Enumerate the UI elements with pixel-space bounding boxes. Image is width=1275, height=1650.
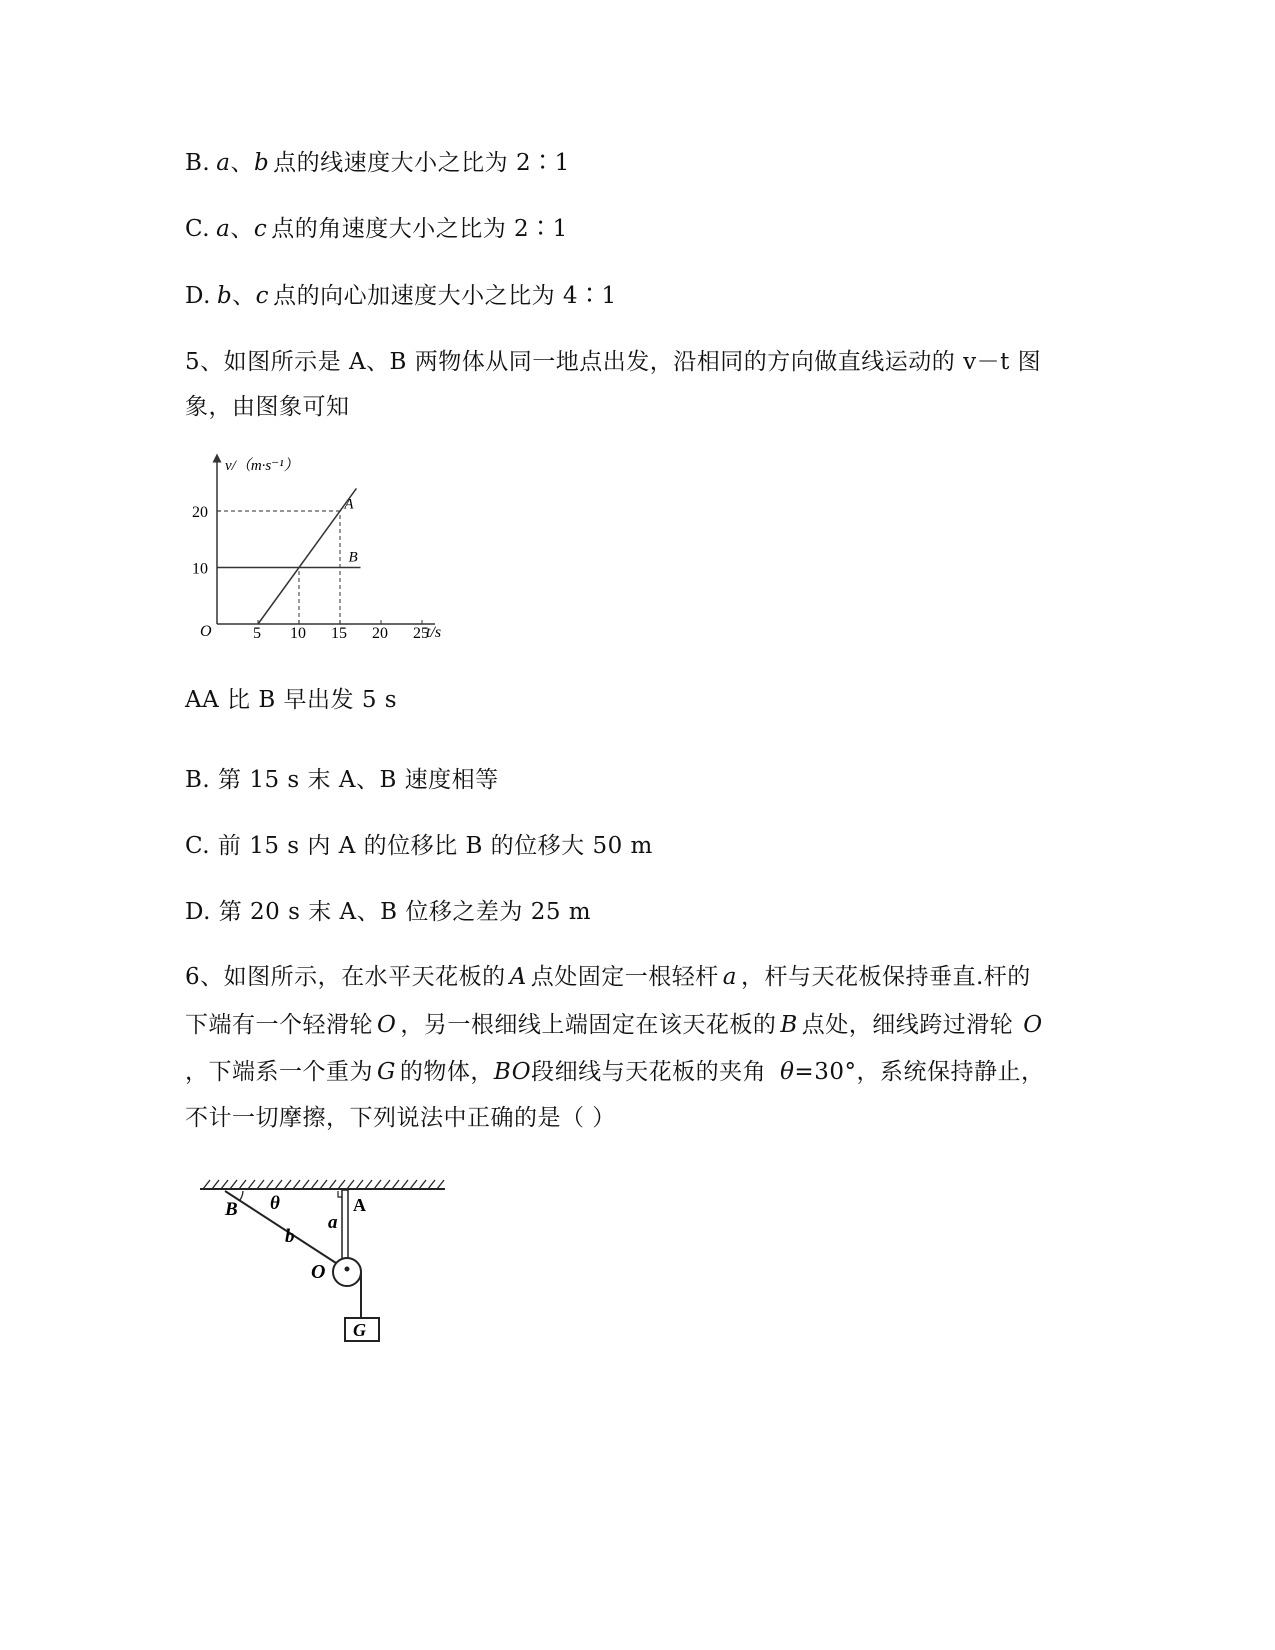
q5-stem-line-2: 象，由图象可知 xyxy=(185,394,350,420)
q5-option-d: D. 第 20 s 末 A、B 位移之差为 25 m xyxy=(185,899,592,925)
x-tick-label: 10 xyxy=(290,625,306,642)
q5-option-c: C. 前 15 s 内 A 的位移比 B 的位移大 50 m xyxy=(185,833,653,859)
series-label-B: B xyxy=(348,549,358,566)
label-A: A xyxy=(353,1195,366,1215)
label-b: b xyxy=(285,1226,295,1247)
origin-label: O xyxy=(200,623,212,640)
rope-b xyxy=(225,1191,336,1263)
q4-option-c: C. a、c 点的角速度大小之比为 2∶1 xyxy=(185,216,568,242)
y-axis-label: v/（m·s⁻¹） xyxy=(225,458,299,474)
q5-option-b: B. 第 15 s 末 A、B 速度相等 xyxy=(185,767,499,793)
x-tick-label: 15 xyxy=(331,625,347,642)
pulley-axle xyxy=(345,1267,350,1272)
label-a: a xyxy=(328,1212,338,1233)
q5-stem-line-1: 5、如图所示是 A、B 两物体从同一地点出发，沿相同的方向做直线运动的 v－t 图 xyxy=(185,349,1042,375)
angle-arc xyxy=(240,1191,243,1200)
y-tick-label: 20 xyxy=(192,504,208,521)
ceiling-hatching xyxy=(203,1180,444,1189)
label-G: G xyxy=(353,1320,366,1340)
pulley-diagram xyxy=(195,1175,455,1345)
q4-option-d: D. b、c 点的向心加速度大小之比为 4∶1 xyxy=(185,283,617,309)
label-B: B xyxy=(225,1199,238,1220)
vt-graph xyxy=(180,450,480,650)
series-line-A xyxy=(258,488,356,624)
label-O: O xyxy=(311,1261,326,1283)
y-tick-label: 10 xyxy=(192,560,208,578)
rod-a xyxy=(342,1190,348,1259)
q6-stem-line-3: ，下端系一个重为 G 的物体，BO段细线与天花板的夹角 θ=30°，系统保持静止， xyxy=(185,1059,1045,1085)
q6-stem-line-4: 不计一切摩擦，下列说法中正确的是（ ） xyxy=(185,1105,616,1131)
series-label-A: A xyxy=(344,496,354,513)
x-axis-label: t/s xyxy=(426,624,442,641)
pulley-o xyxy=(333,1258,361,1286)
x-tick-label: 20 xyxy=(372,625,388,642)
x-tick-label: 25 xyxy=(413,625,429,642)
q5-option-a: AA 比 B 早出发 5 s xyxy=(185,687,398,713)
x-tick-label: 5 xyxy=(253,625,261,642)
q4-option-b: B. a、b 点的线速度大小之比为 2∶1 xyxy=(185,150,570,176)
q6-stem-line-1: 6、如图所示，在水平天花板的 A 点处固定一根轻杆 a ，杆与天花板保持垂直.杆的 xyxy=(185,964,1031,990)
label-theta: θ xyxy=(270,1193,280,1214)
q6-stem-line-2: 下端有一个轻滑轮 O ，另一根细线上端固定在该天花板的 B 点处，细线跨过滑轮 O xyxy=(185,1012,1043,1038)
